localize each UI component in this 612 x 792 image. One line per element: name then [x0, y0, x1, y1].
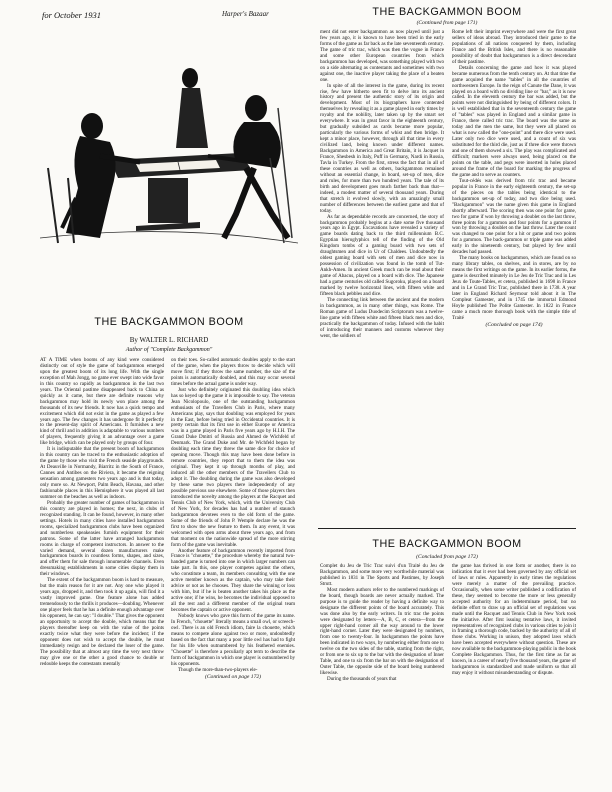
- paragraph: The extent of the backgammon boom is hard to measure, but the main reason for it are not. Any one who played it years ago, dropped it, and then took it up again, will find it a vastly improved game. One feature alone has added tremendously to the thrills it produces—doubling. Whenever one player feels that he has a definite enough advantage over his opponent, he can say: "I double." That gives the opponent an opportunity to accept the double, which means that the players thereafter keep on with the value of the points exactly twice what they were before the incident; if the opponent does not wish to accept the double, he must immediately resign and be declared the loser of the game. The possibility that at almost any time the very next throw may give one or the other a good chance to double or redouble keeps the contestants mentally: [40, 577, 165, 667]
- paragraph: Another feature of backgammon recently imported from France is "chouette," the procedure whereby the natural two-handed game is turned into one in which larger numbers can take part. In this, one player competes against the others, who constitute a team, its members consulting with the one active member known as the captain, who may take their advice or not as he chooses. They share the winning or loss with him, but if he is beaten another takes his place as the active one; if he wins, he becomes the individual opposed to all the rest and a different member of the original team becomes the captain or active opponent.: [171, 547, 295, 614]
- concluded-from-bottom: (Concluded from page 172): [416, 554, 478, 560]
- continued-note: (Continued on page 172): [204, 673, 262, 680]
- header-magazine: Harper's Bazaar: [222, 10, 269, 18]
- section-title-bottom: THE BACKGAMMON BOOM: [372, 538, 522, 550]
- right-bottom-column-2: [452, 564, 576, 784]
- article-author-note: Author of "Complete Backgammon": [125, 347, 213, 353]
- paragraph: The connecting link between the ancient and the modern in backgammon, as in many other things, was Rome. The Roman game of Ludus Duodecim Scriptorum was a twelve-line game with fifteen white and fifteen black men and dice, practically the backgammon of today. Infused with the habit of introducing their manners and customs wherever they went, the soldiers of: [320, 296, 444, 339]
- paragraph: Nobody knows who gave this form of the game its name. In French, "chouette" literally means a small owl, or screech-owl. There is an old French idiom, faire la chouette, which means to compete alone against two or more, undoubtedly based on the fact that many a poor little owl has had to fight for his life when outnumbered by his feathered enemies. "Chouette" is therefore a peculiarly apt term to describe the form of backgammon in which one player is outnumbered by his opponents.: [171, 612, 295, 667]
- paragraph: Complet du Jeu de Tric Trac suivi d'un Traité du Jeu de Backgammon, and some more very worthwhile material was published in 1831 in The Sports and Pastimes, by Joseph Strutt.: [320, 563, 444, 587]
- paragraph: In spite of all the interest in the game, during its recent rise, few have hitherto seen fit to delve into its ancient history and present the authentic story of its origin and development. Most of its biographers have contented themselves by revealing it as a game played in early times by royalty and the nobility, later taken up by the smart set everywhere. It was in great favor in the eighteenth century, but gradually subsided as cards became more popular, particularly the various forms of whist and then bridge. It kept a minor place, however, through all that time in every civilized land, being known under different names. Backgammon in America and Great Britain, it is Jacquet in France, Shesbesh in Italy, Puff in Germany, Nardi in Russia, Tavla in Turkey. From the first, stress the fact that in all of these countries as well as others, backgammon remained without an essential change, in board, set-up of men, dice and rules, for more than two hundred years. The tale of its birth and development goes much farther back than that—indeed, a modest matter of several thousand years. During that stretch it evolved slowly, with an amazingly small number of differences between the earliest game and that of today.: [320, 82, 444, 214]
- article-column-2: [171, 358, 295, 778]
- article-title: THE BACKGAMMON BOOM: [94, 316, 244, 328]
- concluded-note: (Concluded on page 174): [485, 321, 543, 328]
- section-divider: [318, 528, 576, 529]
- article-column-1: [40, 358, 164, 778]
- paragraph: the game has thrived in one form or another, there is no indication that it ever had been governed by any official set of laws or rules. Apparently in early times the regulations were merely a matter of the prevailing practice. Occasionally, when some writer published a codification of these, they seemed to become the more or less generally accepted authority for an indeterminate period, but no definite effort to draw up an official set of regulations was made until the Racquet and Tennis Club in New York took the initiative. After first issuing tentative laws, it invited representatives of recognized clubs in various cities to join it in framing a thorough code, backed by the authority of all of those clubs. Working in unison, they adopted laws which have been accepted everywhere without question. These are now available to the backgammon-playing public in the book Complete Backgammon. Thus, for the first time as far as known, in a career of nearly five thousand years, the game of backgammon is standardized and made uniform so that all may enjoy it without misunderstanding or dispute.: [452, 563, 576, 677]
- article-byline: By WALTER L. RICHARD: [129, 336, 209, 344]
- paragraph: It is indisputable that the present boom of backgammon in this country can be traced to the enthusiastic adoption of the game by those who visit the French seaside playgrounds. At Deauville in Normandy, Biarritz in the South of France, Cannes and Antibes on the Riviera, it became the reigning sensation among gamesters two years ago and is that today, only more so. At Newport, Palm Beach, Havana, and other fashionable places in this Hemisphere it was played all last summer on the beaches as well as indoors.: [40, 446, 164, 500]
- paragraph: ment did not enter backgammon as now played until just a few years ago, it is known to have been tried in the early forms of the game as far back as the late seventeenth century. The game of tric trac, which was then the vogue in France and some other European countries from which backgammon has developed, was something played with two on a side alternating as contestants and sometimes with two against one, the inactive player taking the place of a beaten one.: [320, 29, 444, 83]
- paragraph: Though the more-than-two-players ele-: [178, 666, 258, 673]
- header-issue: for October 1931: [42, 10, 102, 20]
- right-top-column-1: [320, 30, 444, 450]
- paragraph: During the thousands of years that: [327, 676, 397, 683]
- right-top-column-2: [452, 30, 576, 450]
- paragraph: The many books on backgammon, which are found on so many library tables, on shelves, and in stores, are by no means the first writings on the game. In its earlier forms, the game is described minutely in Le Jeu de Tric Trac and in Les Jeux de Toute-Tables, et cetera, published in 1698 in France and in Le Grand Tric Trac, published there in 1738. A year later in England Richard Seymour told about it in The Compleat Gamester, and in 1745 the immortal Edmond Hoyle published The Polite Gamester. In 1822 in France came a much more thorough book with the simple title of Traité: [452, 255, 576, 321]
- paragraph: Tout-cédés was derived from tric trac and became popular in France in the early eighteenth century, the set-up of the pieces on the tables being identical to the backgammon set-up of today, and two dice being used. "Backgammon" was the name given this game in England shortly afterward. The scoring then was one point for game, two for game if won by throwing a doublet on the last throw, three points for a gammon and four points for a gammon if won by throwing a doublet on the last throw. Later the count was changed to one point for a hit or game and two points for a gammon. The back-gammon or triple game was added early in the nineteenth century, but played by few until decades had passed.: [452, 177, 576, 256]
- right-bottom-column-1: [320, 564, 444, 784]
- backgammon-players-illustration: [40, 38, 298, 270]
- paragraph: Rome left their imprint everywhere and were the first great sellers of ideas abroad. They introduced their game to the populations of all nations conquered by them, including France and the British Isles, and there is no reasonable possibility of doubt that backgammon is a direct descendant of their pastime.: [452, 29, 576, 65]
- paragraph: Details concerning the game and how it was played became numerous from the tenth century on. At that time the game acquired the name "tables" in all the countries of northwestern Europe. In the reign of Canute the Dane, it was played on a board with no dividing line or "bar," as it is now called. In the eleventh century the bar was added, but the points were not distinguished by being of different colors. It is well established that in the seventeenth century the game of "tables" was played in England and a similar game in France, there called tric trac. The board was the same as today and the men the same, but they were all placed on what is now called the "one-point" and there dice were used. Later only two dice were used, and a count of six was substituted for the third die, just as if three dice were thrown and one of them showed a six. The play was complicated and difficult; markers were always used, being placed on the points on the table, and pegs were inserted in holes placed around the frame of the board for marking the progress of the game and to serve as counters.: [452, 64, 576, 178]
- paragraph: As far as dependable records are concerned, the story of backgammon probably begins at a date some five thousand years ago in Egypt. Excavations have revealed a variety of game boards dating back to the third millennium B.C. Egyptian hieroglyphics tell of the finding of the Old Kingdom tombs of a gaming board with two sets of draughtsmen and dice in Ur of Chaldees. Undoubtedly the oldest gaming board with sets of men and dice now in possession of civilization was found in the tomb of Tut-Ankh-Amen. In ancient Greek much can be read about their game of Abacus, played on a board with dice. The Japanese had a game centuries old called Sugoroku, played on a board marked by twelve horizontal lines, with fifteen white and fifteen black pebbles and dice.: [320, 213, 444, 297]
- paragraph: on their toes. So-called automatic doubles apply to the start of the game, when the players throw to decide which will move first; if they throw the same number, the size of the points is automatically doubled, and this may occur several times before the actual game is under way.: [171, 357, 295, 387]
- paragraph: Most modern authors refer to the numbered markings of the board, though boards are never actually marked. The purpose is to guide the reader by having a definite way to designate the different points of the board accurately. This was done also by the early writers. In tric trac the points were designated by letters—A, B, C, et cetera—from the upper right-hand corner all the way around to the lower right-hand corner. Later they were designated by numbers, from one to twenty-four. In backgammon the points have been indicated in two ways, by numbering either from one to twelve on the two sides of the table, starting from the right, or from one to six up to the bar with the designation of Inner Table, and one to six from the bar on with the designation of Outer Table, the opposite side of the board being numbered likewise.: [320, 586, 444, 677]
- continued-from-top: (Continued from page 171): [416, 20, 478, 26]
- section-title-top: THE BACKGAMMON BOOM: [372, 6, 522, 18]
- paragraph: AT A TIME when booms of any kind were considered distinctly out of style the game of backgammon emerged upon the greatest boom of its long life. With the single exception of Mah Jongg, no game ever swept into wide favor in this country so rapidly as backgammon in the last two years. The Oriental pastime disappeared back to China as quickly as it came, but there are definite reasons why backgammon may hold its newly won place among the thousands of its new friends. It now has a quick tempo and excitement which did not exist in the game as played a few years ago. The few changes it has undergone fit it perfectly to the present-day spirit of Americans. It furnishes a new kind of thrill and in addition is adaptable to various numbers of players, frequently giving it an advantage over a game like bridge, which can be played only by groups of four.: [40, 357, 164, 447]
- paragraph: Just who definitely originated this doubling idea which has so keyed up the game it is impossible to say. The veteran Jean Nicolopoulo, one of the outstanding backgammon enthusiasts of the Travellers Club in Paris, where many Americans play, says that doubling was employed for years in the East, before being tried in Occidental countries. It is pretty certain that its first use in either Europe or America was in a game played in Paris five years ago by H.I.H. The Grand Duke Dmitri of Russia and Ahmed de Wichfeld of Denmark. The Grand Duke and Mr. de Wichfeld began by doubling each time they threw the same dice for choice of opening move. Though this may have been done before in remote countries, they report that to them the idea was original. They kept it up through months of play, and induced all the other members of the Travellers Club to adopt it. The doubling during the game was also developed by these same two players there independently of any possible previous use elsewhere. Some of those players then introduced the novelty among the players at the Racquet and Tennis Club of New York, which, with the University Club of New York, for decades has had a number of staunch backgammon devotees even to the old form of the game. Some of the friends of John P. Wemple declare he was the first to show the new feature to them. In any event, it was welcomed with open arms about three years ago, and from that moment on the nationwide spread of the more stirring form of the game was inevitable.: [171, 386, 295, 548]
- paragraph: Probably the greater number of games of backgammon in this country are played in homes; the next, in clubs of recognized standing. It can be found, however, in many other settings. Hotels in many cities have installed backgammon rooms, specialized backgammon clubs have been organized and numberless speakeasies furnish equipment for their patrons. Some of the latter have arranged backgammon rooms in charge of competent instructors. In answer to the varied demand, several dozen manufacturers make backgammon boards in countless forms, shapes, and sizes, and offer them for sale through innumerable channels. Even dressmaking establishments in some cities display them in their windows.: [40, 499, 164, 578]
